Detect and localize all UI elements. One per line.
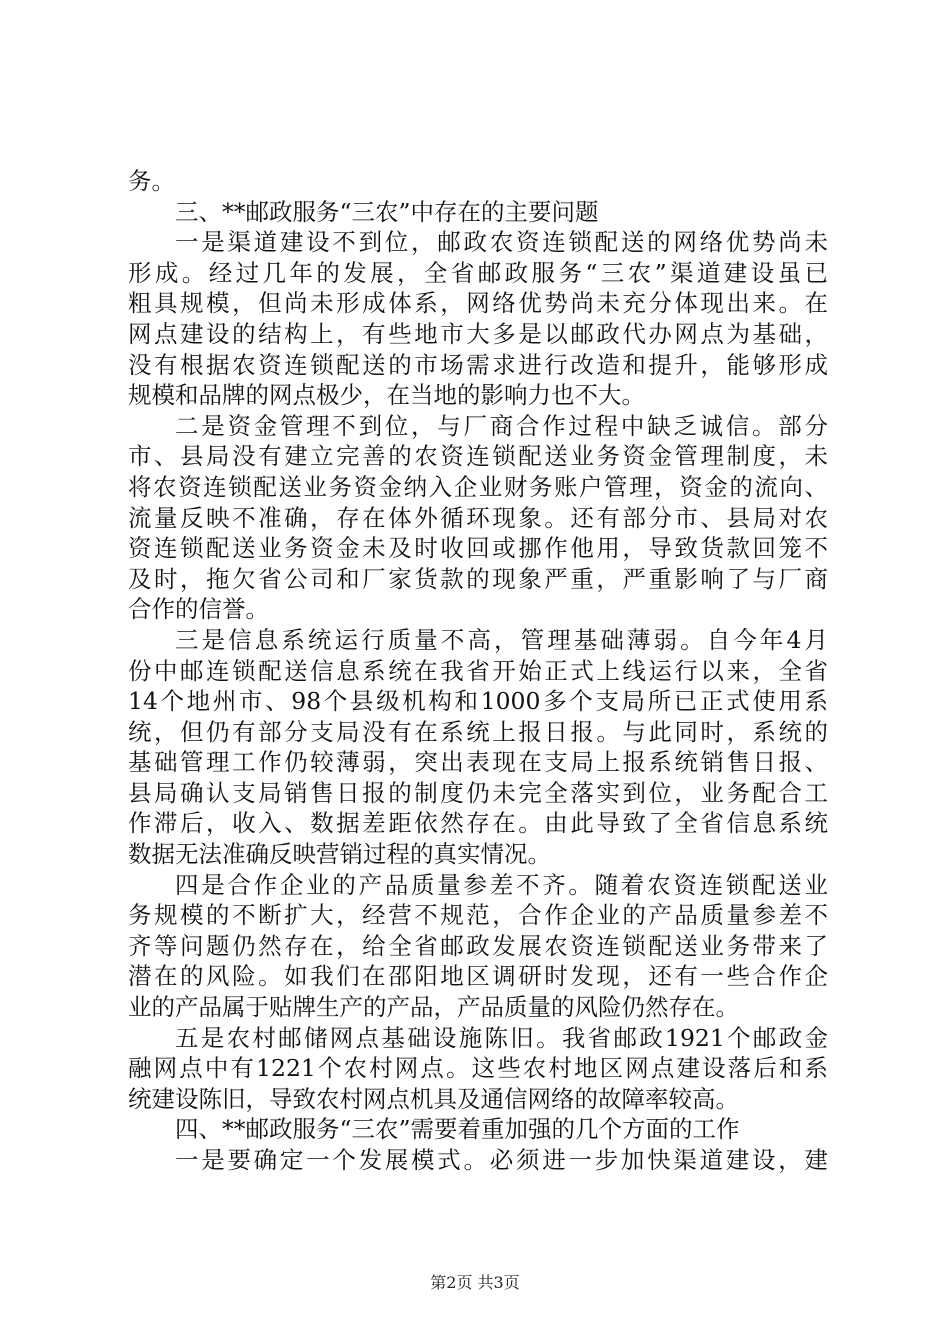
text-line: 三是信息系统运行质量不高，管理基础薄弱。自今年4月: [175, 625, 828, 654]
text-line: 将农资连锁配送业务资金纳入企业财务账户管理，资金的流向、: [128, 472, 828, 501]
text-line: 14个地州市、98个县级机构和1000多个支局所已正式使用系: [128, 687, 828, 716]
text-line: 及时，拖欠省公司和厂家货款的现象严重，严重影响了与厂商: [128, 564, 828, 593]
text-line: 县局确认支局销售日报的制度仍未完全落实到位，业务配合工: [128, 778, 828, 807]
text-line: 三、**邮政服务“三农”中存在的主要问题: [175, 197, 599, 226]
text-line: 市、县局没有建立完善的农资连锁配送业务资金管理制度，未: [128, 442, 828, 471]
text-line: 一是要确定一个发展模式。必须进一步加快渠道建设，建: [175, 1146, 828, 1174]
text-line: 统，但仍有部分支局没有在系统上报日报。与此同时，系统的: [128, 717, 828, 746]
text-line: 务规模的不断扩大，经营不规范，合作企业的产品质量参差不: [128, 901, 828, 930]
text-line: 五是农村邮储网点基础设施陈旧。我省邮政1921个邮政金: [175, 1023, 828, 1052]
text-line: 合作的信誉。: [128, 595, 269, 624]
text-line: 统建设陈旧，导致农村网点机具及通信网络的故障率较高。: [128, 1084, 739, 1113]
text-line: 融网点中有1221个农村网点。这些农村地区网点建设落后和系: [128, 1054, 828, 1083]
text-line: 数据无法准确反映营销过程的真实情况。: [128, 840, 551, 869]
text-line: 四是合作企业的产品质量参差不齐。随着农资连锁配送业: [175, 870, 828, 899]
text-line: 规模和品牌的网点极少，在当地的影响力也不大。: [128, 381, 645, 410]
text-line: 形成。经过几年的发展，全省邮政服务“三农”渠道建设虽已: [128, 258, 828, 287]
page-footer: 第2页 共3页: [430, 1273, 520, 1292]
document-body: [128, 166, 828, 1176]
text-line: 基础管理工作仍较薄弱，突出表现在支局上报系统销售日报、: [128, 748, 828, 777]
text-line: 作滞后，收入、数据差距依然存在。由此导致了全省信息系统: [128, 809, 828, 838]
text-line: 齐等问题仍然存在，给全省邮政发展农资连锁配送业务带来了: [128, 931, 828, 960]
text-line: 份中邮连锁配送信息系统在我省开始正式上线运行以来，全省: [128, 656, 828, 685]
text-line: 四、**邮政服务“三农”需要着重加强的几个方面的工作: [175, 1115, 740, 1144]
text-line: 业的产品属于贴牌生产的产品，产品质量的风险仍然存在。: [128, 993, 739, 1022]
text-line: 一是渠道建设不到位，邮政农资连锁配送的网络优势尚未: [175, 228, 828, 257]
text-line: 资连锁配送业务资金未及时收回或挪作他用，导致货款回笼不: [128, 534, 828, 563]
text-line: 粗具规模，但尚未形成体系，网络优势尚未充分体现出来。在: [128, 289, 828, 318]
text-line: 二是资金管理不到位，与厂商合作过程中缺乏诚信。部分: [175, 411, 828, 440]
text-line: 没有根据农资连锁配送的市场需求进行改造和提升，能够形成: [128, 350, 828, 379]
text-line: 务。: [128, 167, 175, 195]
text-line: 网点建设的结构上，有些地市大多是以邮政代办网点为基础，: [128, 319, 828, 348]
text-line: 潜在的风险。如我们在邵阳地区调研时发现，还有一些合作企: [128, 962, 828, 991]
text-line: 流量反映不准确，存在体外循环现象。还有部分市、县局对农: [128, 503, 828, 532]
